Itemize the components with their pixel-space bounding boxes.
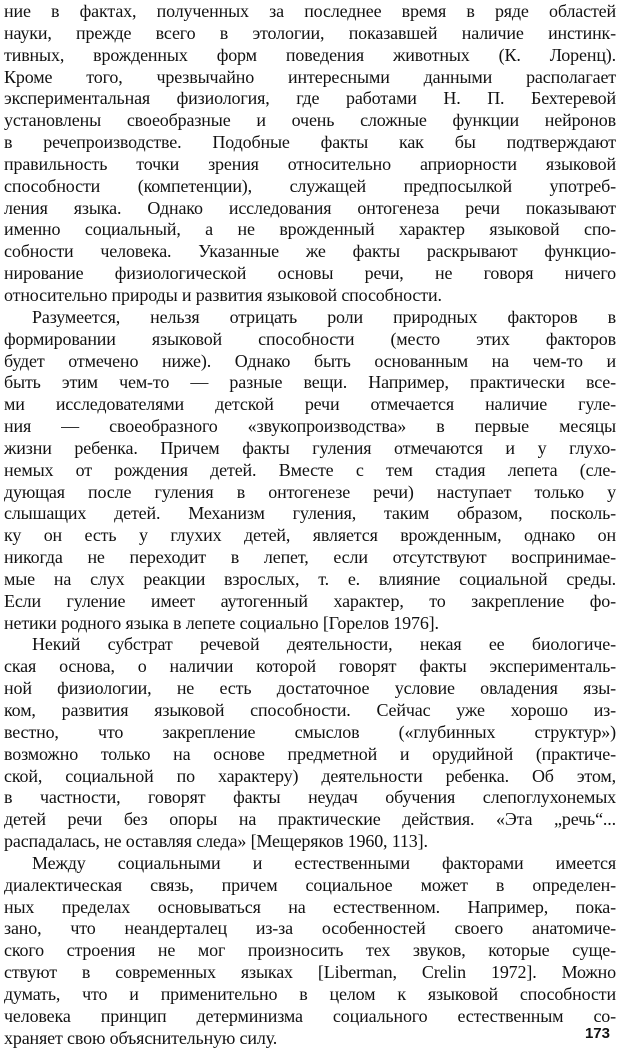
text-line: относительно природы и развития языковой способности.	[4, 284, 442, 305]
text-line: способности (компетенции), служащей предпосылкой употреб-	[4, 175, 616, 196]
text-line: в речепроизводстве. Подобные факты как бы подтверждают	[4, 132, 616, 153]
text-line: ская основа, о наличии которой говорят факты эксперименталь-	[4, 656, 616, 677]
text-line: слышащих детей. Механизм гуления, таким образом, посколь-	[4, 503, 616, 524]
text-line: Кроме того, чрезвычайно интересными данными располагает	[4, 66, 616, 87]
text-line: именно социальный, а не врожденный характер языковой спо-	[4, 219, 616, 240]
text-line: тивных, врожденных форм поведения животных (К. Лоренц).	[4, 44, 616, 65]
text-line: нирование физиологической основы речи, не говоря ничего	[4, 263, 616, 284]
text-line: ком, развития языковой способности. Сейчас уже хорошо из-	[4, 700, 616, 720]
text-line: установлены своеобразные и очень сложные функции нейронов	[4, 110, 616, 131]
text-line: Разумеется, нельзя отрицать роли природных факторов в	[32, 306, 616, 327]
text-line: науки, прежде всего в этологии, показавшей наличие инстинк-	[4, 22, 616, 43]
text-line: детей речи без опоры на практические действия. «Эта „речь“...	[4, 809, 616, 830]
text-line: Если гуление имеет аутогенный характер, то закрепление фо-	[4, 590, 616, 611]
text-line: ния — своеобразного «звукопроизводства» в первые месяцы	[4, 416, 616, 437]
text-line: жизни ребенка. Причем факты гуления отмечаются и у глухо-	[4, 437, 616, 458]
text-line: ние в фактах, полученных за последнее время в ряде областей	[4, 1, 616, 21]
text-line: вестно, что закрепление смыслов («глубинных структур»)	[4, 721, 616, 742]
text-line: ского строения не мог произносить тех звуков, которые суще-	[4, 940, 616, 961]
text-line: экспериментальная физиология, где работами Н. П. Бехтеревой	[4, 88, 616, 109]
text-line: храняет свою объяснительную силу.	[4, 1027, 278, 1048]
text-line: будет отмечено ниже). Однако быть основанным на чем-то и	[4, 350, 616, 371]
text-line: ной физиологии, не есть достаточное условие овладения язы-	[4, 678, 616, 699]
text-line: человека принцип детерминизма социального естественным со-	[4, 1005, 616, 1026]
text-line: распадалась, не оставляя следа» [Мещеряков 1960, 113].	[4, 831, 428, 852]
text-line: формировании языковой способности (место этих факторов	[4, 328, 616, 349]
text-line: возможно только на основе предметной и орудийной (практиче-	[4, 743, 616, 764]
text-line: Некий субстрат речевой деятельности, некая ее биологиче-	[32, 634, 616, 655]
text-line: в частности, говорят факты неудач обучения слепоглухонемых	[4, 787, 616, 808]
text-line: дующая после гуления в онтогенезе речи) наступает только у	[4, 481, 616, 502]
text-line: ления языка. Однако исследования онтогенеза речи показывают	[4, 197, 616, 218]
text-line: думать, что и применительно в целом к языковой способности	[4, 983, 616, 1004]
text-line: диалектическая связь, причем социальное может в определен-	[4, 874, 616, 895]
text-line: нетики родного языка в лепете социально [Горелов 1976].	[4, 612, 439, 633]
text-line: ской, социальной по характеру) деятельности ребенка. Об этом,	[4, 765, 616, 786]
text-line: Между социальными и естественными факторами имеется	[32, 852, 616, 873]
body-text	[4, 1, 616, 1050]
text-line: ку он есть у глухих детей, является врожденным, однако он	[4, 525, 616, 546]
text-line: ных пределах основываться на естественном. Например, пока-	[4, 896, 616, 917]
text-line: мые на слух реакции взрослых, т. е. влияние социальной среды.	[4, 568, 616, 589]
page-number: 173	[584, 1025, 610, 1042]
text-line: никогда не переходит в лепет, если отсутствуют воспринимае-	[4, 547, 616, 568]
text-line: быть этим чем-то — разные вещи. Например, практически все-	[4, 372, 616, 393]
text-line: собности человека. Указанные же факты раскрывают функцио-	[4, 241, 616, 262]
text-line: немых от рождения детей. Вместе с тем стадия лепета (сле-	[4, 459, 616, 480]
text-line: правильность точки зрения относительно априорности языковой	[4, 153, 616, 174]
text-line: ми исследователями детской речи отмечается наличие гуле-	[4, 394, 616, 415]
text-line: зано, что неандерталец из-за особенностей своего анатомиче-	[4, 918, 616, 939]
text-line: ствуют в современных языках [Liberman, Crelin 1972]. Можно	[4, 962, 616, 983]
